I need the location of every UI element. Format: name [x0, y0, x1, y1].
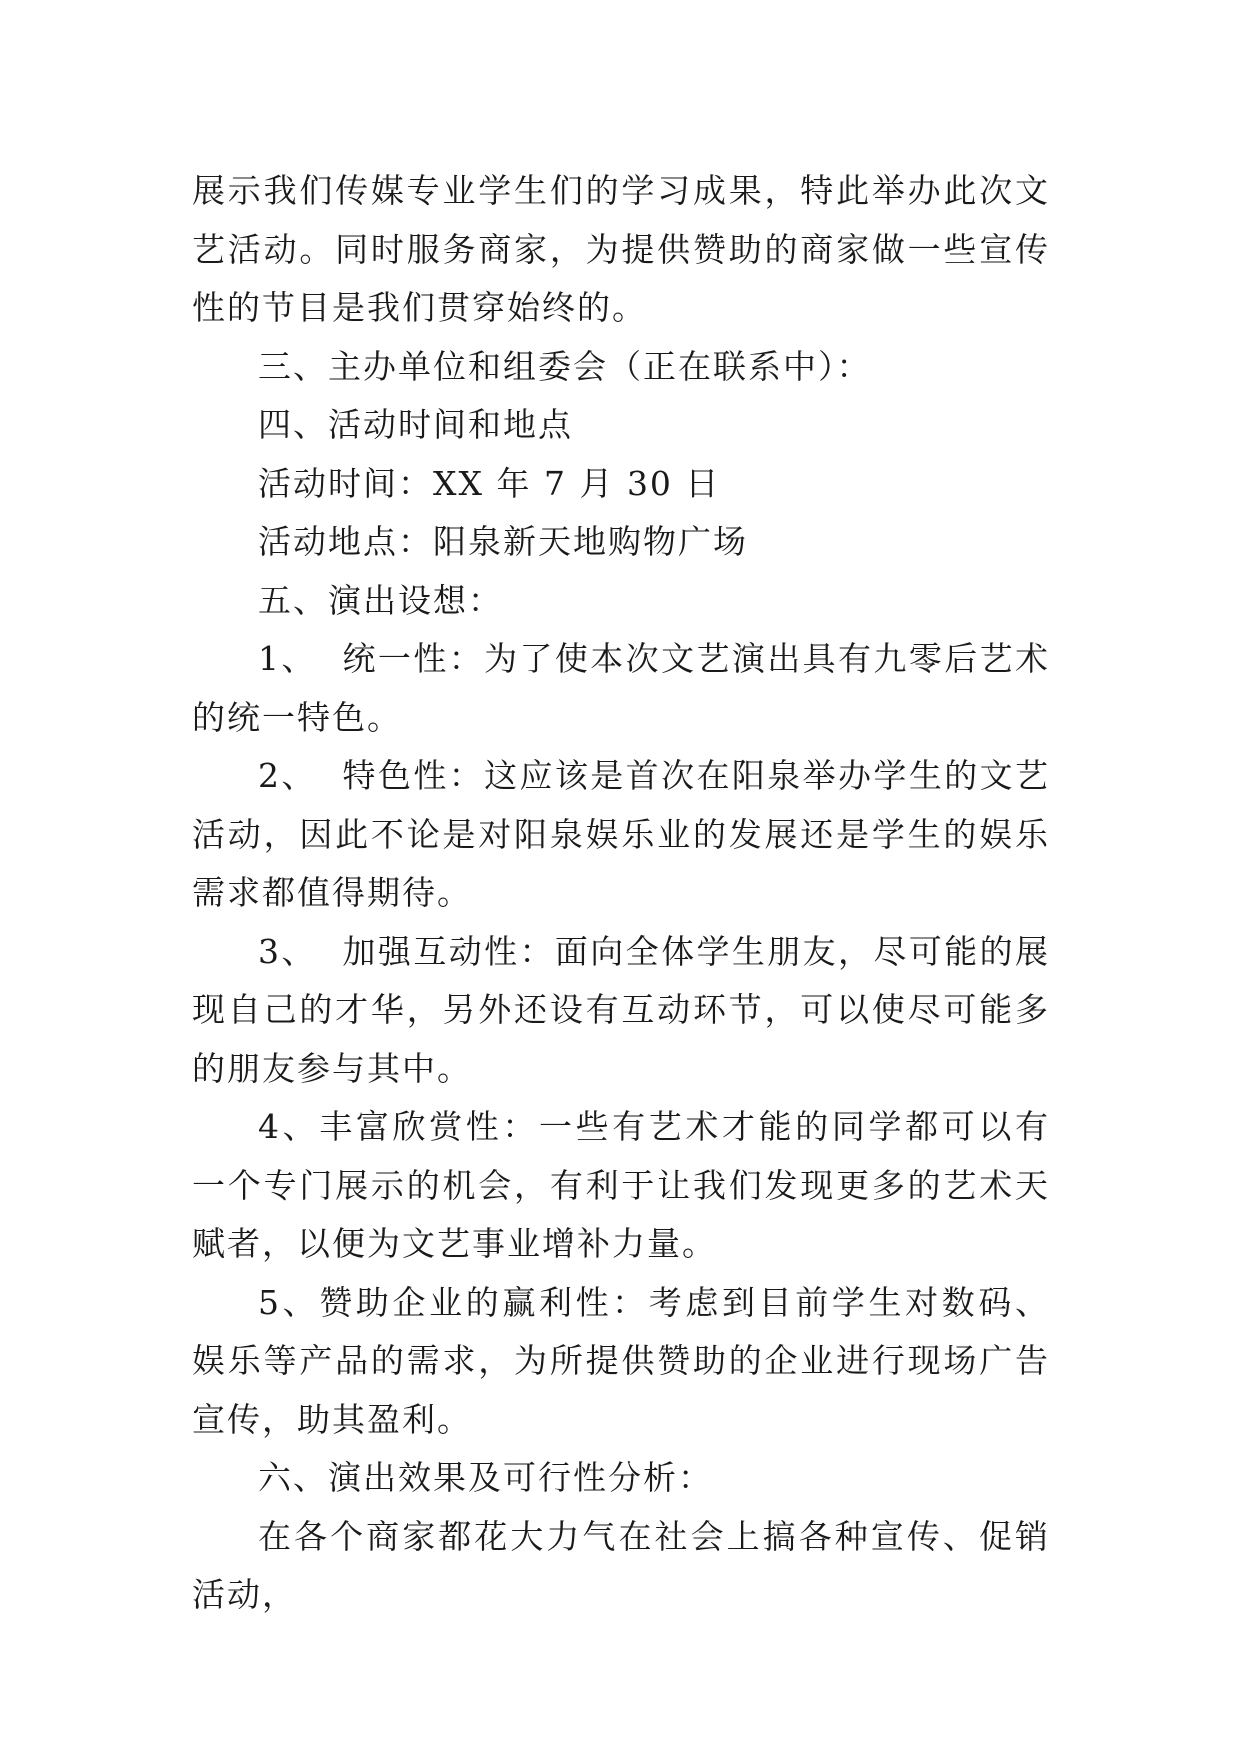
heading-organizers: 三、主办单位和组委会（正在联系中）：	[258, 346, 872, 386]
list-item-sponsor-profit: 5、赞助企业的赢利性：考虑到目前学生对数码、娱乐等产品的需求，为所提供赞助的企业进行现场广告宣传，助其盈利。	[192, 1282, 1050, 1439]
heading-feasibility: 六、演出效果及可行性分析：	[258, 1458, 713, 1497]
paragraph-feasibility-start: 在各个商家都花大力气在社会上搞各种宣传、促销活动，	[192, 1516, 1050, 1614]
activity-location: 活动地点：阳泉新天地购物广场	[258, 522, 748, 561]
activity-time: 活动时间：XX 年 7 月 30 日	[258, 463, 721, 503]
heading-performance-ideas: 五、演出设想：	[258, 580, 503, 620]
heading-time-place: 四、活动时间和地点	[258, 405, 573, 444]
list-item-appreciation: 4、丰富欣赏性：一些有艺术才能的同学都可以有一个专门展示的机会，有利于让我们发现更多的艺术天赋者，以便为文艺事业增补力量。	[192, 1107, 1050, 1263]
document-body	[192, 162, 1050, 1625]
list-item-unity: 1、 统一性：为了使本次文艺演出具有九零后艺术的统一特色。	[192, 639, 1050, 737]
paragraph-purpose-continued: 展示我们传媒专业学生们的学习成果，特此举办此次文艺活动。同时服务商家，为提供赞助的商家做一些宣传性的节目是我们贯穿始终的。	[192, 171, 1050, 327]
list-item-interactivity: 3、 加强互动性：面向全体学生朋友，尽可能的展现自己的才华，另外还设有互动环节，可以使尽可能多的朋友参与其中。	[192, 931, 1050, 1088]
list-item-distinctiveness: 2、 特色性：这应该是首次在阳泉举办学生的文艺活动，因此不论是对阳泉娱乐业的发展还是学生的娱乐需求都值得期待。	[192, 756, 1050, 912]
